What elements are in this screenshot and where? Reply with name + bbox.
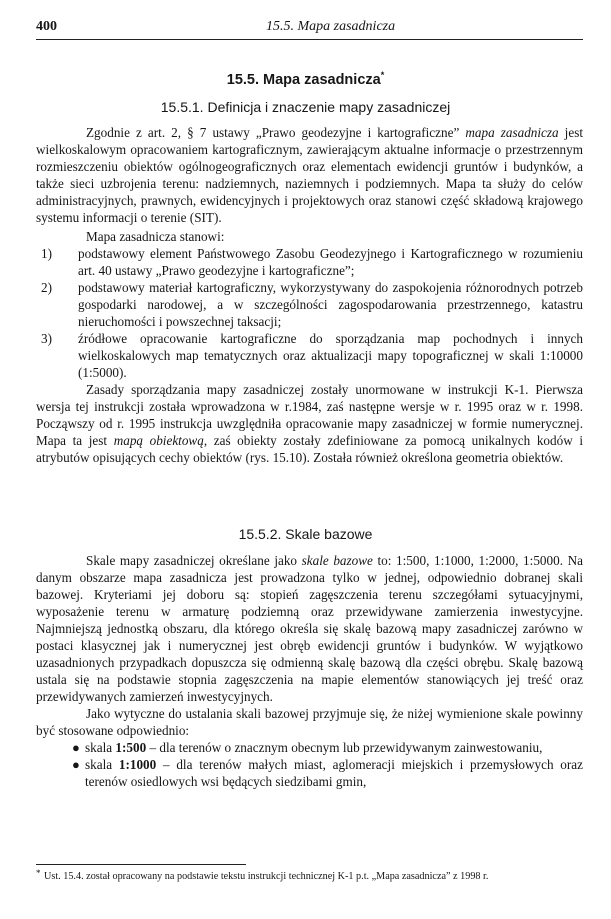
subsection-1-title: 15.5.1. Definicja i znaczenie mapy zasadniczej — [160, 99, 451, 115]
list-item — [36, 330, 583, 381]
footnote-divider — [36, 864, 246, 865]
bullet-icon: ● — [72, 757, 80, 772]
subsection-1-body — [36, 124, 583, 466]
text-run: Zasady sporządzania mapy zasadniczej zostały unormowane w instrukcji K-1. Pierwsza wersja tej instrukcji została wprowadzona w r.1984, zaś następne wersje w r. 1995 oraz w r. 1998. Począwszy od r. 1995 instrukcja uwzględniła opracowanie mapy zasadniczej w formie numerycznej. Mapa ta jest — [36, 382, 583, 448]
paragraph-k1-instruction — [36, 381, 583, 466]
bullet-icon: ● — [72, 740, 80, 755]
list-item — [36, 279, 583, 330]
scale-value: 1:500 — [115, 740, 147, 755]
bullet-prefix: skala — [85, 757, 119, 772]
text-run: Skale mapy zasadniczej określane jako — [86, 553, 302, 568]
term-italic: mapą obiektową — [113, 433, 204, 448]
term-italic: skale bazowe — [301, 553, 373, 568]
list-item-number: 3) — [41, 331, 52, 346]
list-item-text: podstawowy materiał kartograficzny, wykorzystywany do zaspokojenia różnorodnych potrzeb gospodarki narodowej, a w szczególności zagospodarowania przestrzennego, katastru nieruchomości i powszechnej taksacji; — [78, 280, 583, 329]
page-number: 400 — [36, 19, 57, 34]
running-header — [36, 19, 583, 40]
text-run: to: 1:500, 1:1000, 1:2000, 1:5000. Na danym obszarze mapa zasadnicza jest prowadzona tylko w jednej, odpowiednio dobranej skali bazowej. Kryteriami jej doboru są: stopień zagęszczenia terenu szczegółami sytuacyjnymi, wyposażenie terenu w armaturę podziemną oraz przewidywane zamierzenia inwestycyjne. Najmniejszą jednostką obszaru, dla którego określa się skalę bazową mapy zasadniczej zarówno w postaci klasycznej jak i numerycznej jest obręb ewidencji gruntów i budynków. W wyjątkowo uzasadnionych przypadkach dopuszcza się odmienną skalę bazową dla części obrębu. Skalę bazową ustala się na podstawie stopnia zagęszczenia na mapie elementów stanowiących jej treść oraz przewidywanych zamierzeń inwestycyjnych. — [36, 553, 583, 704]
bullet-text: – dla terenów małych miast, aglomeracji miejskich i przemysłowych oraz terenów osiedlowych wsi będących siedzibami gmin, — [85, 757, 583, 789]
scale-value: 1:1000 — [118, 757, 157, 772]
section-footnote-marker: * — [380, 70, 385, 80]
paragraph-definition — [36, 124, 583, 226]
running-title: 15.5. Mapa zasadnicza — [266, 19, 396, 34]
paragraph-base-scales — [36, 552, 583, 705]
section-title — [0, 70, 611, 88]
list-item-number: 2) — [41, 280, 52, 295]
paragraph-guidelines: Jako wytyczne do ustalania skali bazowej przyjmuje się, że niżej wymienione skale powinny być stosowane odpowiednio: — [36, 706, 583, 738]
text-run: , zaś obiekty zostały zdefiniowane za pomocą unikalnych kodów i atrybutów opisujących cechy obiektów (rys. 15.10). Została również określona geometria obiektów. — [36, 433, 584, 465]
bullet-item — [36, 756, 583, 790]
list-item-text: podstawowy element Państwowego Zasobu Geodezyjnego i Kartograficznego w rozumieniu art. 40 ustawy „Prawo geodezyjne i kartograficzne”; — [78, 246, 583, 278]
subsection-2-body — [36, 552, 583, 790]
paragraph-list-intro: Mapa zasadnicza stanowi: — [86, 229, 225, 244]
term-italic: mapa zasadnicza — [465, 125, 559, 140]
subsection-2-title: 15.5.2. Skale bazowe — [238, 526, 373, 542]
footnote-marker: * — [36, 868, 41, 878]
bullet-text: – dla terenów o znacznym obecnym lub przewidywanym zainwestowaniu, — [146, 740, 543, 755]
bullet-item — [36, 739, 583, 756]
text-run: Zgodnie z art. 2, § 7 ustawy „Prawo geodezyjne i kartograficzne” — [86, 125, 466, 140]
text-run: jest wielkoskalowym opracowaniem kartograficznym, zawierającym aktualne informacje o przestrzennym rozmieszczeniu obiektów ogólnogeograficznych oraz elementach ewidencji gruntów i budynków, a także sieci uzbrojenia terenu: nadziemnych, naziemnych i podziemnych. Mapa ta służy do celów administracyjnych, prawnych, ewidencyjnych i projektowych oraz stanowi część składową krajowego systemu informacji o terenie (SIT). — [36, 125, 583, 225]
bullet-list — [36, 739, 583, 790]
list-item-text: źródłowe opracowanie kartograficzne do sporządzania map pochodnych i innych wielkoskalowych map tematycznych oraz aktualizacji mapy topograficznej w skali 1:10000 (1:5000). — [78, 331, 583, 380]
numbered-list — [36, 245, 583, 381]
list-item-number: 1) — [41, 246, 52, 261]
bullet-prefix: skala — [85, 740, 116, 755]
list-item — [36, 245, 583, 279]
section-title-text: 15.5. Mapa zasadnicza — [226, 71, 381, 88]
footnote-text: Ust. 15.4. został opracowany na podstawie tekstu instrukcji technicznej K-1 p.t. „Mapa zasadnicza” z 1998 r. — [44, 871, 489, 882]
footnote — [36, 870, 583, 883]
